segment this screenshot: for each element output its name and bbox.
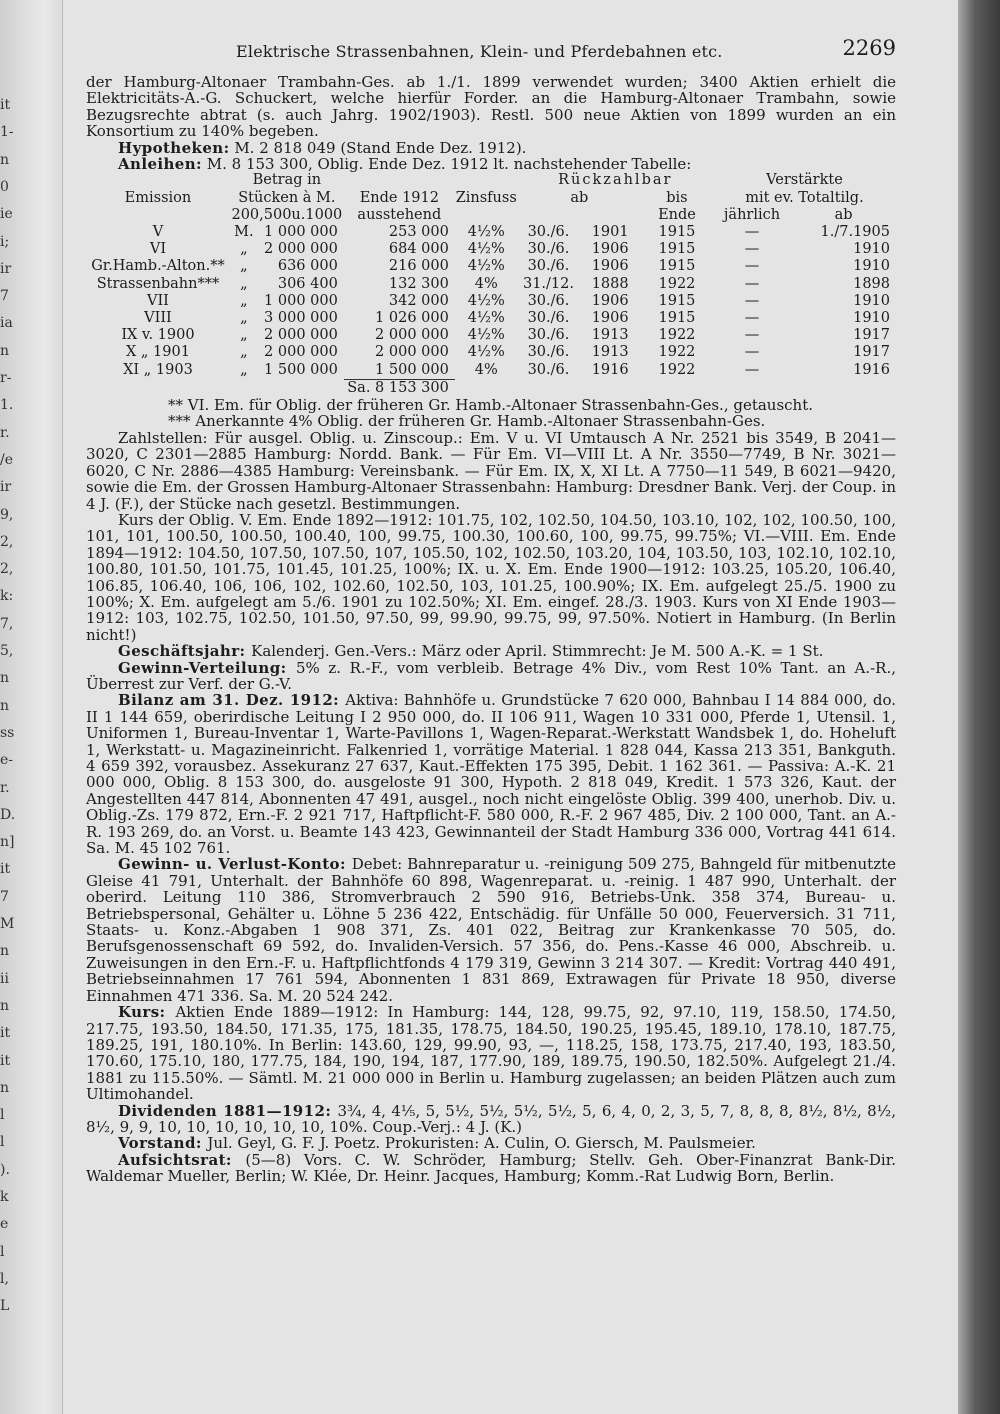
table-sum: Sa. 8 153 300	[344, 379, 455, 397]
margin-fragment: n	[0, 697, 10, 714]
cell-amount: 2 000 000	[264, 241, 338, 258]
margin-fragment: /e	[0, 451, 14, 468]
section-paragraph	[86, 1152, 896, 1185]
section-text: Aktien Ende 1889—1912: In Hamburg: 144, 128, 99.75, 92, 97.10, 119, 158.50, 174.50, 217.75, 193.50, 184.50, 171.35, 175, 181.35, 178.75, 184.50, 190.25, 195.45, 189.10, 178.10, 187.75, 189.25, 191, 180.10%. In Berlin: 143.60, 129, 99.90, 93, —, 118.25, 158, 173.75, 217.40, 193, 183.50, 170.60, 175.10, 180, 177.75, 184, 190, 194, 187, 177.90, 189, 189.75, 190.50, 182.50%. Aufgelegt 21./4. 1881 zu 115.50%. — Sämtl. M. 21 000 000 in Berlin u. Hamburg zugelassen; an beiden Plätzen auch zum Ultimohandel.	[86, 1003, 896, 1104]
cell-yearly: —	[744, 224, 760, 241]
section-label: Dividenden 1881—1912:	[118, 1101, 338, 1120]
body-paragraphs	[86, 430, 896, 1185]
cell-emission: VII	[146, 292, 169, 309]
cell-from: 1906	[591, 241, 629, 258]
margin-fragment: 1.	[0, 397, 14, 414]
section-paragraph	[86, 856, 896, 1004]
cell-date: 30./6.	[527, 292, 570, 309]
cell-rate: 4½%	[467, 241, 505, 258]
margin-fragment: l	[0, 1107, 5, 1124]
cell-currency: „	[240, 310, 248, 327]
margin-fragment: n	[0, 1079, 10, 1096]
margin-fragment: n	[0, 151, 10, 168]
cell-amount: 1 000 000	[264, 292, 338, 309]
section-paragraph	[86, 512, 896, 643]
cell-date: 30./6.	[527, 224, 570, 241]
margin-fragment: 2,	[0, 561, 14, 578]
adjacent-page-margin	[0, 0, 63, 1414]
cell-outstanding: 132 300	[388, 275, 449, 292]
section-label: Gewinn- u. Verlust-Konto:	[118, 855, 352, 874]
header-ausstehend: ausstehend	[357, 206, 442, 223]
cell-to: 1922	[658, 327, 696, 344]
cell-date: 30./6.	[527, 344, 570, 361]
cell-to: 1915	[658, 258, 696, 275]
margin-fragment: 7	[0, 288, 9, 305]
cell-ab: 1910	[853, 258, 890, 275]
cell-yearly: —	[744, 344, 760, 361]
section-text: 3¾, 4, 4⅕, 5, 5½, 5½, 5½, 5½, 5, 6, 4, 0, 2, 3, 5, 7, 8, 8, 8, 8½, 8½, 8½, 8½, 9, 9, 10, 10, 10, 10, 10, 10, 10%. Coup.-Verj.: 4 J. (K.)	[86, 1101, 896, 1136]
cell-emission: XI „ 1903	[123, 361, 193, 378]
section-text: Zahlstellen: Für ausgel. Oblig. u. Zinscoup.: Em. V u. VI Umtausch A Nr. 2521 bis 3549, B 2041—3020, C 2301—2885 Hamburg: Nordd. Bank. — Für Em. VI—VIII Lt. A Nr. 3550—7749, B Nr. 3021—6020, C Nr. 2886—4385 Hamburg: Vereinsbank. — Für Em. IX, X, XI Lt. A 7750—11 549, B 6021—9420, sowie die Em. der Grossen Hamburg-Altonaer Strassenbahn: Hamburg: Dresdner Bank. Verj. der Coup. in 4 J. (F.), der Stücke nach gesetzl. Bestimmungen.	[86, 428, 896, 513]
cell-date: 30./6.	[527, 310, 570, 327]
margin-fragment: n	[0, 342, 10, 359]
header-emission: Emission	[124, 189, 192, 206]
section-paragraph	[86, 430, 896, 512]
anleihen-paragraph	[86, 156, 896, 172]
margin-fragment: ).	[0, 1161, 10, 1178]
header-bis: bis	[666, 189, 688, 206]
cell-from: 1913	[591, 344, 629, 361]
cell-yearly: —	[744, 327, 760, 344]
margin-fragment: ss	[0, 724, 15, 741]
cell-date: 30./6.	[527, 327, 570, 344]
header-ab: ab	[570, 189, 589, 206]
cell-yearly: —	[744, 275, 760, 292]
cell-from: 1906	[591, 310, 629, 327]
margin-fragment: it	[0, 1052, 11, 1069]
section-label: Kurs:	[118, 1003, 176, 1022]
table-footnotes	[86, 397, 896, 430]
cell-amount: 3 000 000	[264, 310, 338, 327]
cell-rate: 4½%	[467, 310, 505, 327]
margin-fragment: l	[0, 1134, 5, 1151]
cell-ab: 1910	[853, 292, 890, 309]
section-paragraph	[86, 1004, 896, 1102]
margin-fragment: r.	[0, 424, 10, 441]
cell-amount: 636 000	[277, 258, 338, 275]
table-row	[86, 344, 896, 361]
hypotheken-paragraph	[86, 140, 896, 156]
document-page	[86, 36, 897, 1186]
cell-from: 1906	[591, 292, 629, 309]
section-text: (5—8) Vors. C. W. Schröder, Hamburg; Stellv. Geh. Ober-Finanzrat Bank-Dir. Waldemar Mueller, Berlin; W. Klée, Dr. Heinr. Jacques, Hamburg; Komm.-Rat Ludwig Born, Berlin.	[86, 1150, 896, 1186]
cell-ab: 1./7.1905	[820, 224, 890, 241]
margin-fragment: 7,	[0, 615, 14, 632]
margin-fragment: ii	[0, 970, 9, 987]
margin-fragment: n	[0, 997, 10, 1014]
section-label: Bilanz am 31. Dez. 1912:	[118, 691, 346, 710]
cell-rate: 4½%	[467, 344, 505, 361]
intro-paragraph: der Hamburg-Altonaer Trambahn-Ges. ab 1./1. 1899 verwendet wurden; 3400 Aktien erhielt die Elektricitäts-A.-G. Schuckert, welche hierfür Forder. an die Hamburg-Altonaer Trambahn, sowie Bezugsrechte abtrat (s. auch Jahrg. 1902/1903). Restl. 500 neue Aktien von 1899 wurden an ein Konsortium zu 140% begeben.	[86, 73, 896, 141]
cell-to: 1915	[658, 310, 696, 327]
cell-yearly: —	[744, 361, 760, 378]
margin-fragment: n]	[0, 834, 15, 851]
section-paragraph	[86, 1135, 896, 1151]
cell-amount: 306 400	[277, 275, 338, 292]
cell-ab: 1910	[853, 310, 890, 327]
header-zinsfuss: Zinsfuss	[455, 189, 517, 206]
cell-date: 30./6.	[527, 241, 570, 258]
cell-rate: 4½%	[467, 292, 505, 309]
table-row	[86, 293, 896, 310]
margin-fragment: l	[0, 1243, 5, 1260]
anleihen-text: M. 8 153 300, Oblig. Ende Dez. 1912 lt. nachstehender Tabelle:	[206, 155, 692, 174]
cell-rate: 4½%	[467, 224, 505, 241]
anleihen-label: Anleihen:	[118, 155, 202, 174]
cell-from: 1906	[591, 258, 629, 275]
cell-ab: 1916	[853, 361, 890, 378]
margin-fragment: 1-	[0, 124, 14, 141]
margin-fragment: n	[0, 943, 10, 960]
margin-fragment: k	[0, 1189, 9, 1205]
cell-to: 1922	[658, 275, 696, 292]
page-header	[86, 36, 896, 74]
table-row	[86, 327, 896, 344]
cell-outstanding: 342 000	[388, 292, 449, 309]
section-label: Gewinn-Verteilung:	[118, 658, 296, 677]
blank-cell	[230, 379, 258, 397]
blank-cell	[86, 379, 230, 397]
cell-emission: Strassenbahn***	[96, 275, 220, 292]
section-text: Kurs der Oblig. V. Em. Ende 1892—1912: 101.75, 102, 102.50, 104.50, 103.10, 102, 102, 100.50, 100, 101, 101, 100.50, 100.50, 100.40, 100, 99.75, 100.30, 100.60, 100, 99.75, 99.75%; VI.—VIII. Em. Ende 1894—1912: 104.50, 107.50, 107.50, 107, 105.50, 102, 102.50, 103.20, 104, 103.50, 103, 102.10, 102.10, 100.80, 101.50, 101.75, 101.45, 101.25, 100%; IX. u. X. Em. Ende 1900—1912: 103.25, 105.20, 106.40, 106.85, 106.40, 106, 106, 102, 102.60, 102.50, 103, 101.25, 100.90%; IX. Em. aufgelegt 25./5. 1900 zu 100%; X. Em. aufgelegt am 5./6. 1901 zu 102.50%; XI. Em. eingef. 28./3. 1903. Kurs von XI Ende 1903—1912: 103, 102.75, 102.50, 101.50, 97.50, 99, 99.90, 99.75, 99, 97.50%. Notiert in Hamburg. (In Berlin nicht!)	[86, 510, 896, 644]
margin-fragment: r-	[0, 370, 12, 386]
cell-from: 1913	[591, 327, 629, 344]
cell-yearly: —	[744, 241, 760, 258]
header-stuecken: Stücken à M.	[238, 189, 336, 206]
page-number: 2269	[842, 36, 896, 60]
table-row	[86, 241, 896, 258]
cell-yearly: —	[744, 258, 760, 275]
cell-emission: IX v. 1900	[121, 327, 195, 344]
cell-from: 1888	[591, 275, 629, 292]
header-ende: Ende	[658, 206, 696, 223]
cell-currency: „	[240, 241, 248, 258]
cell-from: 1901	[591, 224, 629, 241]
table-row	[86, 224, 896, 241]
cell-currency: „	[240, 258, 248, 275]
margin-fragment: k:	[0, 588, 14, 605]
cell-emission: X „ 1901	[125, 344, 190, 361]
header-denominations: 200,500u.1000	[231, 206, 343, 223]
table-row	[86, 362, 896, 380]
cell-ab: 1917	[853, 327, 890, 344]
book-spine-edge	[958, 0, 1000, 1414]
margin-fragment: l,	[0, 1270, 9, 1287]
cell-outstanding: 2 000 000	[375, 344, 449, 361]
cell-from: 1916	[591, 361, 629, 378]
section-paragraph	[86, 660, 896, 693]
table-header-row-2	[86, 190, 896, 207]
section-label: Vorstand:	[118, 1134, 208, 1153]
cell-rate: 4%	[474, 275, 498, 292]
margin-fragment: 0	[0, 178, 9, 195]
cell-emission: VI	[149, 241, 167, 258]
cell-currency: „	[240, 327, 248, 344]
table-header-row-1	[86, 172, 896, 189]
section-text: 5% z. R.-F., vom verbleib. Betrage 4% Div., vom Rest 10% Tant. an A.-R., Überrest zur Verf. der G.-V.	[86, 658, 896, 693]
section-paragraph	[86, 1103, 896, 1136]
margin-fragment: L	[0, 1298, 10, 1315]
cell-ab: 1917	[853, 344, 890, 361]
margin-fragment: r.	[0, 779, 10, 796]
cell-rate: 4½%	[467, 258, 505, 275]
cell-amount: 1 500 000	[264, 361, 338, 378]
margin-fragment: n	[0, 670, 10, 687]
cell-amount: 1 000 000	[264, 224, 338, 241]
margin-fragment: 5,	[0, 643, 14, 659]
cell-to: 1915	[658, 241, 696, 258]
section-paragraph	[86, 692, 896, 856]
footnote: ** VI. Em. für Oblig. der früheren Gr. Hamb.-Altonaer Strassenbahn-Ges., getauscht.	[168, 396, 814, 415]
table-row	[86, 310, 896, 327]
running-title: Elektrische Strassenbahnen, Klein- und Pferdebahnen etc.	[236, 42, 723, 61]
margin-fragment: it	[0, 1025, 11, 1042]
cell-outstanding: 2 000 000	[375, 327, 449, 344]
cell-emission: Gr.Hamb.-Alton.**	[91, 258, 225, 275]
cell-currency: M.	[234, 224, 254, 241]
cell-yearly: —	[744, 292, 760, 309]
margin-fragment: ia	[0, 315, 13, 332]
cell-rate: 4%	[474, 361, 498, 378]
table-row	[86, 276, 896, 293]
header-verstaerkte: Verstärkte	[766, 172, 843, 189]
cell-currency: „	[240, 275, 248, 292]
margin-fragment: it	[0, 97, 11, 113]
header-totaltilg: mit ev. Totaltilg.	[745, 189, 864, 206]
margin-fragment: 7	[0, 888, 9, 905]
cell-currency: „	[240, 361, 248, 378]
cell-to: 1922	[658, 361, 696, 378]
cell-outstanding: 1 026 000	[375, 310, 449, 327]
margin-fragment: it	[0, 861, 11, 878]
hypotheken-text: M. 2 818 049 (Stand Ende Dez. 1912).	[234, 138, 527, 157]
cell-ab: 1898	[853, 275, 890, 292]
table-sum-row	[86, 379, 896, 397]
table-header-row-3	[86, 207, 896, 224]
bond-table	[86, 172, 896, 397]
section-text: Debet: Bahnreparatur u. -reinigung 509 275, Bahngeld für mitbenutzte Gleise 41 791, Unterhalt. der Bahnhöfe 60 898, Wagenreparat. u. -reinig. 1 487 990, Unterhalt. der oberird. Leitung 110 386, Stromverbrauch 2 590 916, Betriebs-Unk. 358 374, Bureau- u. Betriebspersonal, Gehälter u. Löhne 5 236 422, Entschädig. für Unfälle 50 000, Feuerversich. 31 711, Staats- u. Konz.-Abgaben 1 908 371, Zs. 401 022, Beitrag zur Krankenkasse 70 505, do. Berufsgenossenschaft 69 592, do. Invaliden-Versich. 57 356, do. Pens.-Kasse 46 000, Abschreib. u. Zuweisungen in den Ern.-F. u. Haftpflichtfonds 4 179 319, Gewinn 3 214 307. — Kredit: Vortrag 440 491, Betriebseinnahmen 17 761 594, Abonnenten 1 831 869, Extrawagen für Private 18 950, diverse Einnahmen 471 336. Sa. M. 20 524 242.	[86, 855, 897, 1005]
margin-fragment: ir	[0, 479, 12, 496]
header-jaehrlich: jährlich	[723, 206, 781, 223]
cell-yearly: —	[744, 310, 760, 327]
cell-rate: 4½%	[467, 327, 505, 344]
header-ab-2: ab	[834, 206, 853, 223]
cell-date: 30./6.	[527, 361, 570, 378]
blank-cell	[258, 379, 344, 397]
cell-to: 1915	[658, 224, 696, 241]
cell-ab: 1910	[853, 241, 890, 258]
cell-outstanding: 684 000	[388, 241, 449, 258]
section-text: Aktiva: Bahnhöfe u. Grundstücke 7 620 000, Bahnbau I 14 884 000, do. II 1 144 659, oberirdische Leitung I 2 950 000, do. II 106 911, Wagen 10 331 000, Pferde 1, Utensil. 1, Uniformen 1, Bureau-Inventar 1, Warte-Pavillons 1, Wagen-Reparat.-Werkstatt Wandsbek 1, do. Hoheluft 1, Werkstatt- u. Magazineinricht. Falkenried 1, vorrätige Material. 1 828 044, Kassa 213 351, Bankguth. 4 659 392, vorausbez. Assekuranz 27 637, Kaut.-Effekten 175 395, Debit. 1 162 361. — Passiva: A.-K. 21 000 000, Oblig. 8 153 300, do. ausgeloste 91 300, Hypoth. 2 818 049, Kredit. 1 573 326, Kaut. der Angestellten 447 814, Abonnenten 47 491, ausgel., noch nicht eingelöste Oblig. 399 400, unerhob. Div. u. Oblig.-Zs. 179 872, Ern.-F. 2 921 717, Haftpflicht-F. 580 000, R.-F. 2 967 485, Div. 2 100 000, Tant. an A.-R. 193 269, do. an Vorst. u. Beamte 143 423, Gewinnanteil der Stadt Hamburg 336 000, Vortrag 441 614. Sa. M. 45 102 761.	[86, 691, 897, 858]
section-paragraph	[86, 643, 896, 659]
section-label: Geschäftsjahr:	[118, 642, 252, 661]
margin-fragment: i;	[0, 233, 10, 250]
cell-emission: V	[152, 224, 164, 241]
margin-fragment: D.	[0, 806, 16, 823]
cell-date: 30./6.	[527, 258, 570, 275]
cell-amount: 2 000 000	[264, 327, 338, 344]
margin-fragment: ie	[0, 206, 13, 223]
cell-currency: „	[240, 344, 248, 361]
section-text: Kalenderj. Gen.-Vers.: März oder April. Stimmrecht: Je M. 500 A.-K. = 1 St.	[251, 642, 824, 661]
cell-outstanding: 216 000	[388, 258, 449, 275]
cell-outstanding: 1 500 000	[375, 361, 449, 378]
cell-to: 1915	[658, 292, 696, 309]
margin-fragment: M	[0, 916, 15, 932]
margin-fragment: e	[0, 1216, 9, 1233]
cell-date: 31./12.	[522, 275, 574, 292]
header-ende-1912: Ende 1912	[359, 189, 439, 206]
cell-currency: „	[240, 292, 248, 309]
margin-fragment: ir	[0, 260, 12, 277]
hypotheken-label: Hypotheken:	[118, 138, 230, 157]
section-text: Jul. Geyl, G. F. J. Poetz. Prokuristen: A. Culin, O. Giersch, M. Paulsmeier.	[207, 1134, 756, 1153]
header-betrag: Betrag in	[252, 172, 322, 189]
table-row	[86, 258, 896, 275]
cell-to: 1922	[658, 344, 696, 361]
margin-fragment: 9,	[0, 506, 14, 523]
cell-amount: 2 000 000	[264, 344, 338, 361]
cell-emission: VIII	[144, 310, 172, 327]
cell-outstanding: 253 000	[388, 224, 449, 241]
header-rueckzahlbar: Rückzahlbar	[558, 172, 673, 189]
footnote: *** Anerkannte 4% Oblig. der früheren Gr. Hamb.-Altonaer Strassenbahn-Ges.	[168, 412, 766, 431]
section-label: Aufsichtsrat:	[118, 1150, 246, 1169]
margin-fragment: e-	[0, 752, 14, 769]
margin-fragment: 2,	[0, 533, 14, 550]
